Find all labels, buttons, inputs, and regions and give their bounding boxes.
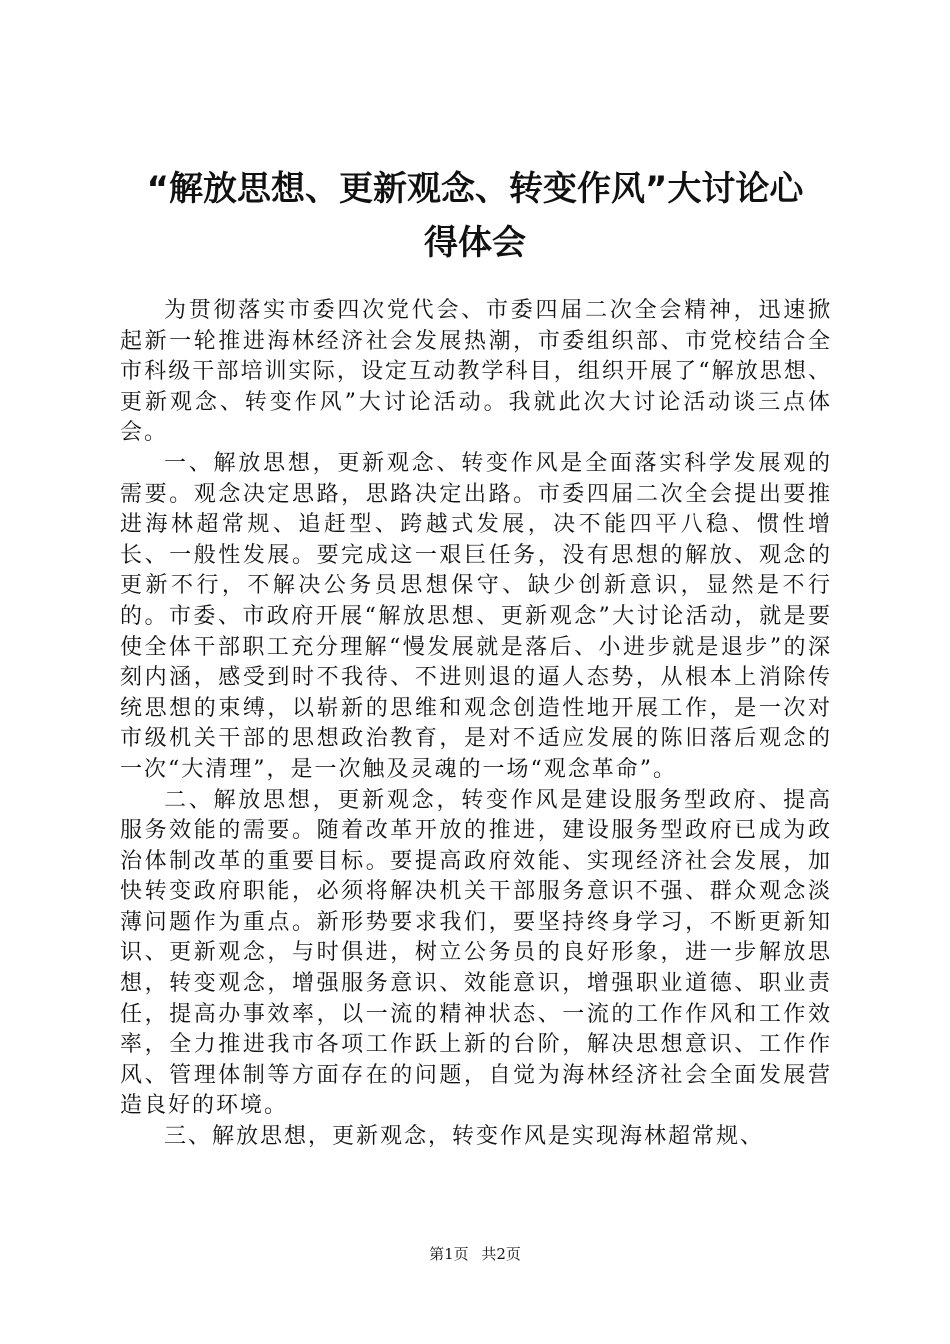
title-line-1: “解放思想、更新观念、转变作风”大讨论心 xyxy=(146,169,804,209)
page-number: 第1页 xyxy=(429,1245,469,1263)
page-total: 共2页 xyxy=(481,1245,521,1263)
document-body xyxy=(120,296,832,1153)
page-footer xyxy=(0,1243,950,1264)
paragraph-intro: 为贯彻落实市委四次党代会、市委四届二次全会精神，迅速掀起新一轮推进海林经济社会发展热潮，市委组织部、市党校结合全市科级干部培训实际，设定互动教学科目，组织开展了“解放思想、更新观念、转变作风”大讨论活动。我就此次大讨论活动谈三点体会。 xyxy=(120,298,832,446)
paragraph-point-2: 二、解放思想，更新观念，转变作风是建设服务型政府、提高服务效能的需要。随着改革开放的推进，建设服务型政府已成为政治体制改革的重要目标。要提高政府效能、实现经济社会发展，加快转变政府职能，必须将解决机关干部服务意识不强、群众观念淡薄问题作为重点。新形势要求我们，要坚持终身学习，不断更新知识、更新观念，与时俱进，树立公务员的良好形象，进一步解放思想，转变观念，增强服务意识、效能意识，增强职业道德、职业责任，提高办事效率，以一流的精神状态、一流的工作作风和工作效率，全力推进我市各项工作跃上新的台阶，解决思想意识、工作作风、管理体制等方面存在的问题，自觉为海林经济社会全面发展营造良好的环境。 xyxy=(120,787,832,1119)
document-title xyxy=(120,162,830,270)
title-line-2: 得体会 xyxy=(424,223,526,263)
paragraph-point-1: 一、解放思想，更新观念、转变作风是全面落实科学发展观的需要。观念决定思路，思路决定出路。市委四届二次全会提出要推进海林超常规、追赶型、跨越式发展，决不能四平八稳、惯性增长、一般性发展。要完成这一艰巨任务，没有思想的解放、观念的更新不行，不解决公务员思想保守、缺少创新意识，显然是不行的。市委、市政府开展“解放思想、更新观念”大讨论活动，就是要使全体干部职工充分理解“慢发展就是落后、小进步就是退步”的深刻内涵，感受到时不我待、不进则退的逼人态势，从根本上消除传统思想的束缚，以崭新的思维和观念创造性地开展工作，是一次对市级机关干部的思想政治教育，是对不适应发展的陈旧落后观念的一次“大清理”，是一次触及灵魂的一场“观念革命”。 xyxy=(120,450,832,782)
paragraph-point-3: 三、解放思想，更新观念，转变作风是实现海林超常规、 xyxy=(164,1124,765,1150)
